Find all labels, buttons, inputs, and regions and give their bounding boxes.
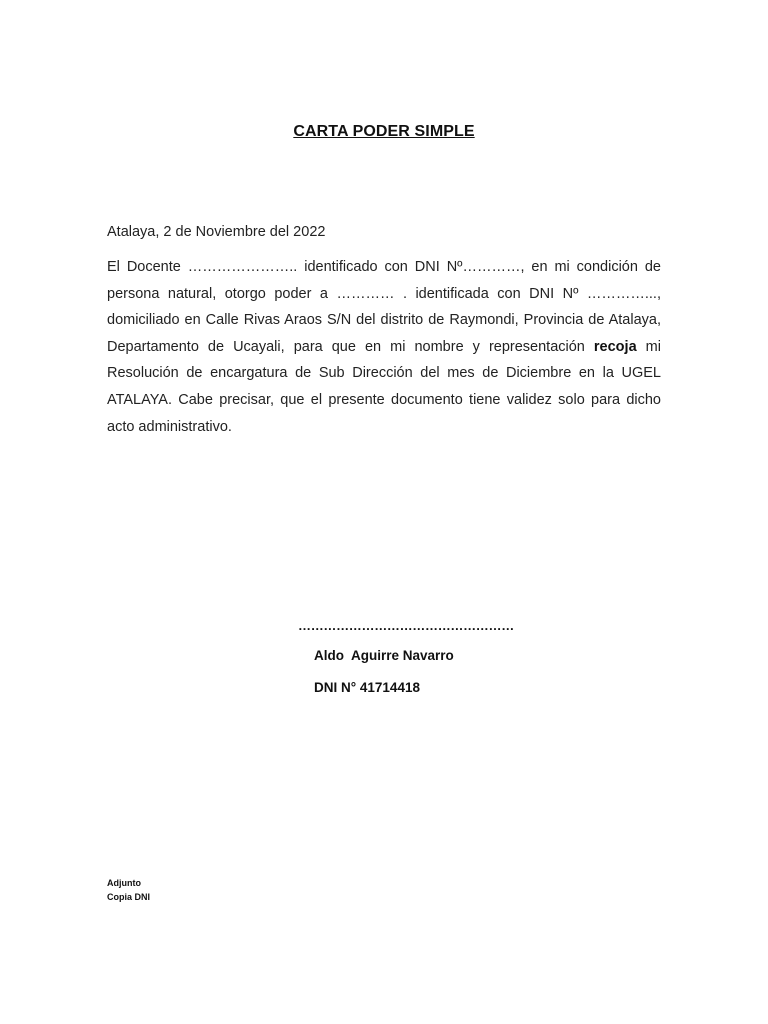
document-title: CARTA PODER SIMPLE: [293, 123, 475, 140]
body-text-part2: mi Resolución de encargatura de Sub Dirección del mes de Diciembre en la UGEL ATALAYA. Cabe precisar, que el presente documento tiene validez solo para dicho acto administrativo.: [107, 338, 661, 435]
signature-line: ……………………………………………: [298, 618, 514, 633]
signatory-name: Aldo Aguirre Navarro: [314, 648, 454, 663]
body-bold-word: recoja: [593, 338, 637, 355]
body-paragraph: [107, 254, 661, 440]
footer-attachment-label: Adjunto: [107, 878, 141, 888]
signatory-dni: DNI N° 41714418: [314, 680, 420, 695]
body-text-part1: El Docente ………………….. identificado con DNI Nº…………, en mi condición de persona natural, otorgo poder a ………… . identificada con DNI Nº …………..., domiciliado en Calle Rivas Araos S/N del distrito de Raymondi, Provincia de Atalaya, Departamento de Ucayali, para que en mi nombre y representación: [107, 259, 661, 355]
footer-attachment-item: Copia DNI: [107, 892, 151, 902]
date-line: Atalaya, 2 de Noviembre del 2022: [107, 224, 326, 240]
